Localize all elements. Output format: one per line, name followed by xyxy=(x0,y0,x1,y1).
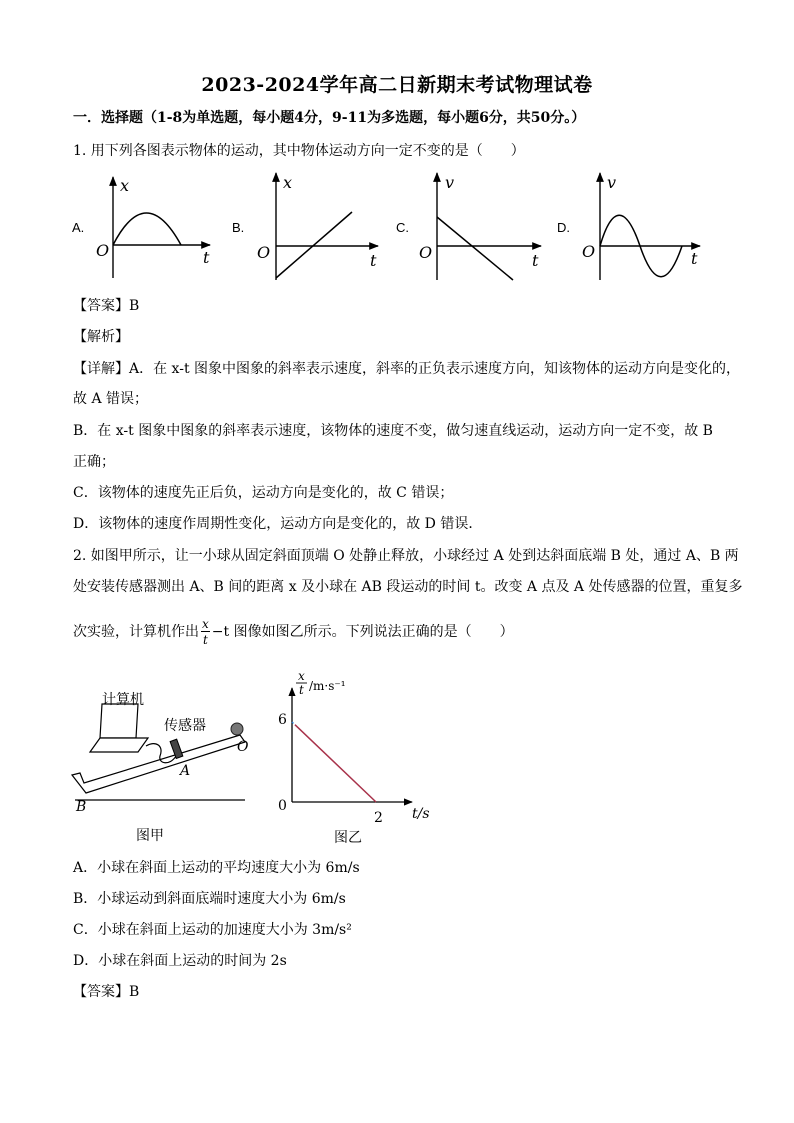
q1-graph-d-xlabel: t xyxy=(691,249,698,268)
q2-fig1-point-b: B xyxy=(76,799,87,815)
q2-stem-line-1: 2. 如图甲所示，让一小球从固定斜面顶端 O 处静止释放，小球经过 A 处到达斜面底端 B 处，通过 A、B 两 xyxy=(73,548,739,564)
q2-fig1-caption: 图甲 xyxy=(136,828,164,844)
q1-graph-c-ylabel: v xyxy=(445,173,455,192)
q2-answer: 【答案】B xyxy=(73,984,140,1000)
q2-laptop-base xyxy=(90,738,148,752)
q1-option-d-label: D. xyxy=(557,220,570,235)
q2-chart-origin: 0 xyxy=(278,798,287,814)
q1-detail-line-4: 正确； xyxy=(73,454,115,470)
q2-figure-yi xyxy=(270,670,450,855)
q2-chart-caption: 图乙 xyxy=(334,830,362,846)
q1-graph-d xyxy=(582,173,700,280)
q1-option-a-label: A. xyxy=(72,220,85,235)
q2-chart-xtick: 2 xyxy=(374,810,383,826)
q2-chart-ytick: 6 xyxy=(278,712,287,728)
q1-graph-a-origin: O xyxy=(96,241,110,260)
q1-answer: 【答案】B xyxy=(73,298,140,314)
q1-graph-a-ylabel: x xyxy=(120,176,130,195)
q1-graph-d-ylabel: v xyxy=(607,173,617,192)
q2-option-d: D．小球在斜面上运动的时间为 2s xyxy=(73,953,287,969)
q1-graph-c-origin: O xyxy=(419,243,433,262)
q2-chart-ylabel-unit: /m·s⁻¹ xyxy=(309,679,346,693)
q1-graph-b-xlabel: t xyxy=(370,251,377,270)
q2-stem-line-3 xyxy=(73,618,514,646)
q2-chart-ylabel-den: t xyxy=(299,683,304,697)
q2-figure-jia xyxy=(60,680,260,850)
q1-detail-line-5: C．该物体的速度先正后负，运动方向是变化的，故 C 错误； xyxy=(73,485,454,501)
q1-graph-a xyxy=(96,176,210,278)
q2-chart-xlabel: t/s xyxy=(412,806,430,822)
q2-laptop-screen xyxy=(100,704,138,738)
q1-graph-c-line xyxy=(437,217,513,280)
q1-analysis-title: 【解析】 xyxy=(73,329,129,345)
q2-stem-line-3-pre: 次实验，计算机作出 xyxy=(73,624,199,640)
q1-detail-line-2: 故 A 错误； xyxy=(73,391,149,407)
q1-graph-b-line xyxy=(276,212,352,278)
q2-stem-line-2: 处安装传感器测出 A、B 间的距离 x 及小球在 AB 段运动的时间 t。改变 A 点及 A 处传感器的位置，重复多 xyxy=(73,579,743,595)
q1-graph-b-ylabel: x xyxy=(283,173,293,192)
q2-chart-ylabel-num: x xyxy=(298,670,305,683)
q2-fig1-point-a: A xyxy=(180,763,191,779)
q2-stem-fraction xyxy=(201,618,210,646)
q1-graph-a-curve xyxy=(113,213,181,245)
q1-graph-c-xlabel: t xyxy=(532,251,539,270)
q2-stem-fraction-den: t xyxy=(202,633,208,647)
q2-option-a: A．小球在斜面上运动的平均速度大小为 6m/s xyxy=(73,860,360,876)
q2-fig1-sensor-label: 传感器 xyxy=(164,718,206,734)
q1-graph-b xyxy=(257,173,378,280)
q1-graph-d-origin: O xyxy=(582,242,596,261)
q1-detail-line-1: 【详解】A．在 x-t 图象中图象的斜率表示速度，斜率的正负表示速度方向，知该物体的运动方向是变化的， xyxy=(73,361,741,377)
q1-detail-line-6: D．该物体的速度作周期性变化，运动方向是变化的，故 D 错误． xyxy=(73,516,483,532)
q2-ball xyxy=(231,723,243,735)
q2-option-b: B．小球运动到斜面底端时速度大小为 6m/s xyxy=(73,891,346,907)
q1-stem: 1. 用下列各图表示物体的运动，其中物体运动方向一定不变的是（ ） xyxy=(73,143,525,159)
q1-option-c-label: C. xyxy=(396,220,409,235)
q1-graph-a-xlabel: t xyxy=(203,248,210,267)
q1-option-b-label: B. xyxy=(232,220,245,235)
q2-stem-line-3-post: −t 图像如图乙所示。下列说法正确的是（ ） xyxy=(211,624,514,640)
section-heading: 一．选择题（1-8为单选题，每小题4分，9-11为多选题，每小题6分，共50分。） xyxy=(73,110,586,126)
q2-fig1-computer-label: 计算机 xyxy=(102,692,144,708)
page-title: 2023-2024学年高二日新期末考试物理试卷 xyxy=(201,74,593,96)
q1-graph-b-origin: O xyxy=(257,243,271,262)
q2-chart-series-measured xyxy=(295,725,376,802)
q2-fig1-point-o: O xyxy=(237,739,249,755)
q1-graphs xyxy=(0,165,794,290)
q2-stem-fraction-num: x xyxy=(202,617,209,631)
q1-graph-c xyxy=(419,173,541,280)
q2-option-c: C．小球在斜面上运动的加速度大小为 3m/s² xyxy=(73,922,352,938)
q1-detail-line-3: B．在 x-t 图象中图象的斜率表示速度，该物体的速度不变，做匀速直线运动，运动方向一定不变，故 B xyxy=(73,423,713,439)
